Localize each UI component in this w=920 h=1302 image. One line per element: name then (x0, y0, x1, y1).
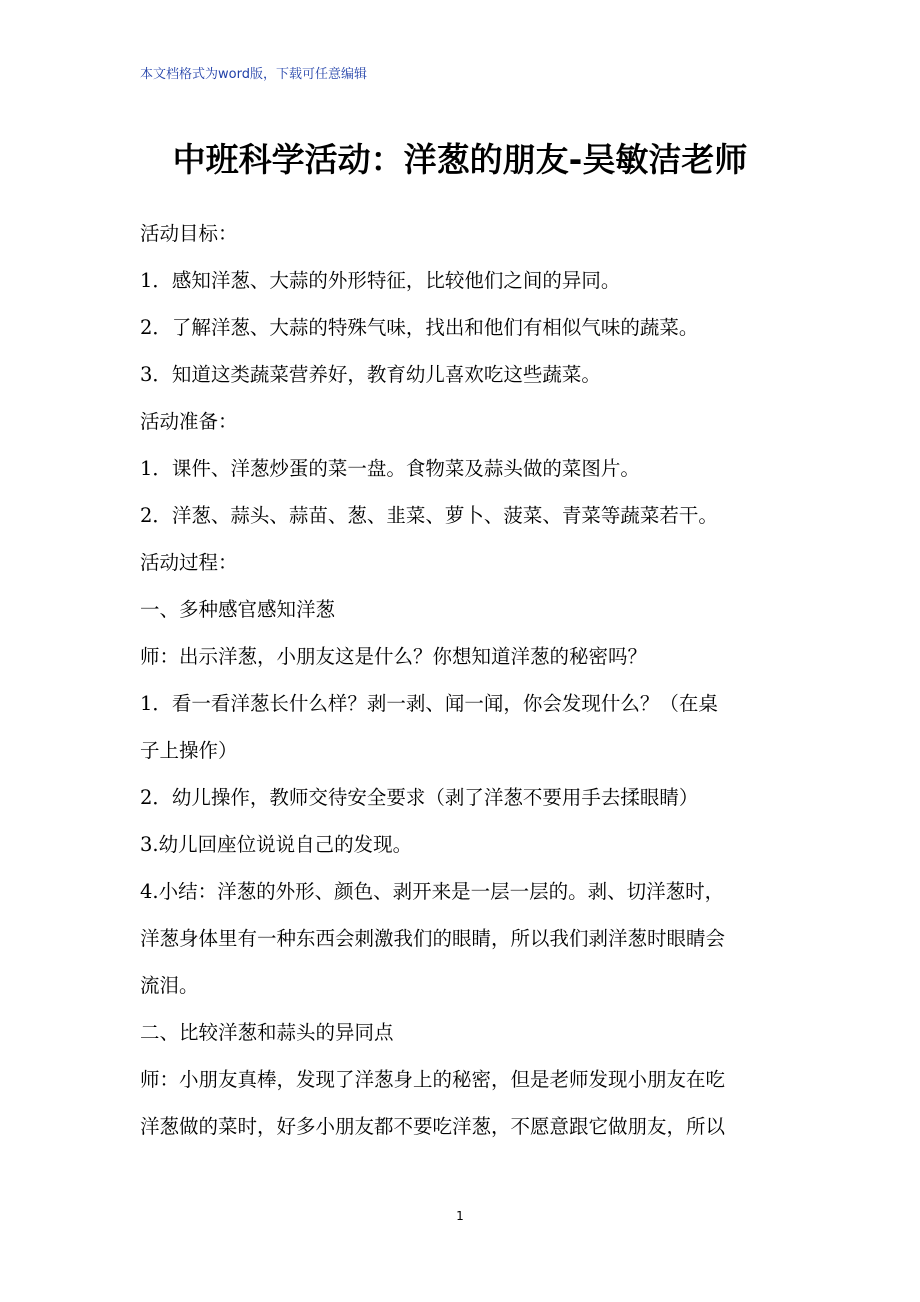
step-item-line: 1．看一看洋葱长什么样？剥一剥、闻一闻，你会发现什么？（在桌 (140, 692, 718, 715)
section-intro: 师：出示洋葱，小朋友这是什么？你想知道洋葱的秘密吗？ (140, 645, 648, 668)
section-intro-line: 师：小朋友真棒，发现了洋葱身上的秘密，但是老师发现小朋友在吃 (140, 1068, 726, 1091)
step-item: 3.幼儿回座位说说自己的发现。 (140, 833, 413, 856)
goal-item: 2．了解洋葱、大蒜的特殊气味，找出和他们有相似气味的蔬菜。 (140, 316, 699, 339)
process-heading: 活动过程： (140, 551, 238, 574)
step-item-line: 洋葱身体里有一种东西会刺激我们的眼睛，所以我们剥洋葱时眼睛会 (140, 927, 726, 950)
page-number: 1 (456, 1209, 464, 1223)
step-item: 2．幼儿操作，教师交待安全要求（剥了洋葱不要用手去揉眼睛） (140, 786, 699, 809)
step-item-line: 流泪。 (140, 974, 199, 997)
header-note: 本文档格式为word版，下载可任意编辑 (140, 67, 367, 82)
document-title: 中班科学活动：洋葱的朋友-吴敏洁老师 (172, 140, 748, 179)
preparation-heading: 活动准备： (140, 410, 238, 433)
step-item-line: 4.小结：洋葱的外形、颜色、剥开来是一层一层的。剥、切洋葱时， (140, 880, 725, 903)
section-heading: 二、比较洋葱和蒜头的异同点 (140, 1021, 394, 1044)
step-item-line: 子上操作） (140, 739, 238, 762)
goals-heading: 活动目标： (140, 222, 238, 245)
document-body (140, 210, 780, 1150)
preparation-item: 2．洋葱、蒜头、蒜苗、葱、韭菜、萝卜、菠菜、青菜等蔬菜若干。 (140, 504, 718, 527)
preparation-item: 1．课件、洋葱炒蛋的菜一盘。食物菜及蒜头做的菜图片。 (140, 457, 640, 480)
section-intro-line: 洋葱做的菜时，好多小朋友都不要吃洋葱，不愿意跟它做朋友，所以 (140, 1115, 726, 1138)
goal-item: 1．感知洋葱、大蒜的外形特征，比较他们之间的异同。 (140, 269, 621, 292)
goal-item: 3．知道这类蔬菜营养好，教育幼儿喜欢吃这些蔬菜。 (140, 363, 601, 386)
section-heading: 一、多种感官感知洋葱 (140, 598, 336, 621)
